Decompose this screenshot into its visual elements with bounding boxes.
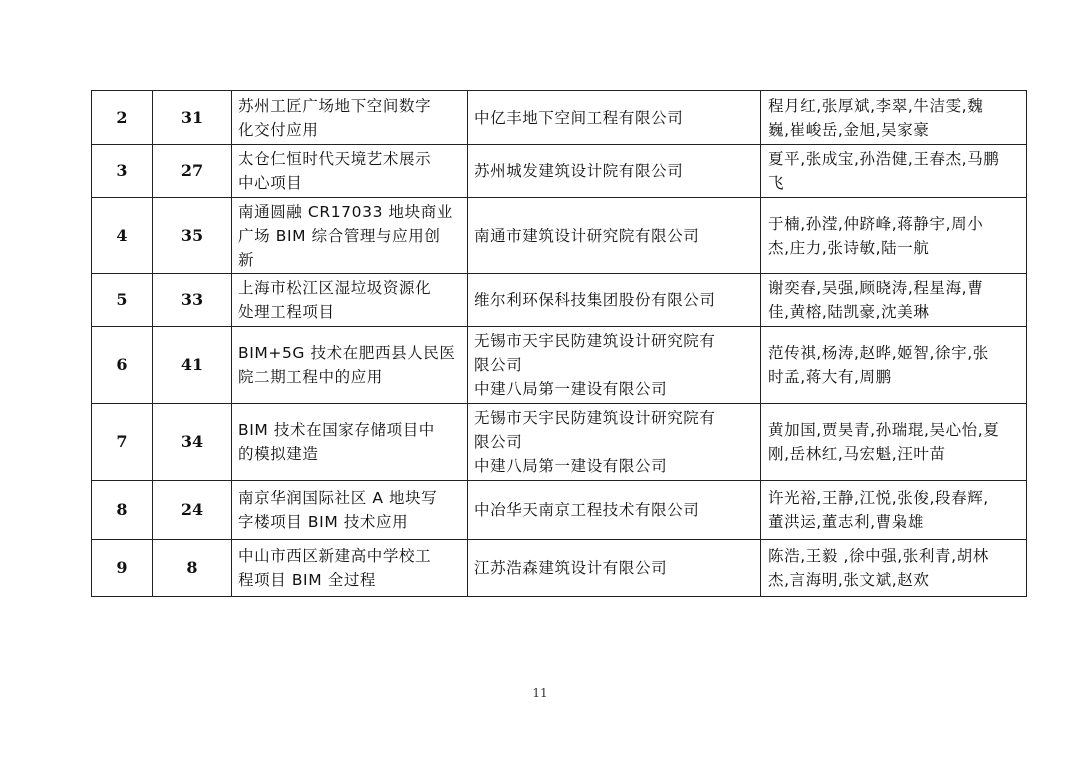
rank-cell: 8 [92,481,153,540]
project-name-cell-line: 字楼项目 BIM 技术应用 [238,513,409,531]
project-name-cell-line: 南京华润国际社区 A 地块写 [238,489,438,507]
team-members-cell-line: 夏平,张成宝,孙浩健,王春杰,马鹏 [768,150,1000,168]
project-code-cell: 34 [153,404,232,481]
table-row [92,274,1027,327]
project-code-cell: 35 [153,198,232,274]
project-name-cell [232,481,468,540]
team-members-cell [761,91,1027,145]
team-members-cell [761,327,1027,404]
project-code-cell: 24 [153,481,232,540]
project-name-cell-line: 苏州工匠广场地下空间数字 [238,96,432,115]
company-cell-line: 中冶华天南京工程技术有限公司 [474,501,700,519]
team-members-cell-line: 董洪运,董志利,曹枭雄 [768,513,924,531]
team-members-cell-line: 范传祺,杨涛,赵晔,姬智,徐宇,张 [768,344,989,362]
company-cell [468,91,761,145]
company-cell-line: 中建八局第一建设有限公司 [474,457,668,475]
project-name-cell-line: 的模拟建造 [238,445,319,463]
company-cell-line: 限公司 [474,356,523,374]
project-name-cell-line: 上海市松江区湿垃圾资源化 [238,279,432,297]
project-name-cell [232,327,468,404]
project-name-cell-line: BIM 技术在国家存储项目中 [238,421,435,439]
project-code-cell: 31 [153,91,232,145]
company-cell-line: 南通市建筑设计研究院有限公司 [474,226,700,245]
company-cell-line: 苏州城发建筑设计院有限公司 [474,162,684,180]
company-cell [468,145,761,198]
company-cell [468,327,761,404]
project-name-cell-line: 太仓仁恒时代天境艺术展示 [238,150,432,168]
team-members-cell-line: 陈浩,王毅 ,徐中强,张利青,胡林 [768,547,989,565]
team-members-cell [761,274,1027,327]
team-members-cell-line: 刚,岳林红,马宏魁,汪叶苗 [768,445,946,463]
team-members-cell-line: 黄加国,贾昊青,孙瑞琨,吴心怡,夏 [768,421,1000,439]
company-cell [468,540,761,597]
rank-cell: 3 [92,145,153,198]
project-name-cell [232,198,468,274]
page-number: 11 [532,686,548,700]
table-body [92,91,1027,597]
team-members-cell-line: 佳,黄榕,陆凯豪,沈美琳 [768,303,930,321]
table-row [92,540,1027,597]
table-row [92,404,1027,481]
company-cell-line: 中建八局第一建设有限公司 [474,380,668,398]
project-name-cell [232,274,468,327]
project-name-cell-line: 中山市西区新建高中学校工 [238,547,432,565]
project-name-cell [232,540,468,597]
company-cell [468,198,761,274]
company-cell [468,274,761,327]
project-name-cell-line: BIM+5G 技术在肥西县人民医 [238,344,456,362]
project-name-cell [232,404,468,481]
team-members-cell-line: 许光裕,王静,江悦,张俊,段春辉, [768,489,989,507]
company-cell-line: 无锡市天宇民防建筑设计研究院有 [474,332,716,350]
project-name-cell-line: 广场 BIM 综合管理与应用创 [238,226,441,245]
rank-cell: 4 [92,198,153,274]
team-members-cell-line: 杰,庄力,张诗敏,陆一航 [768,238,930,257]
company-cell-line: 无锡市天宇民防建筑设计研究院有 [474,409,716,427]
rank-cell: 6 [92,327,153,404]
table-row [92,91,1027,145]
team-members-cell [761,540,1027,597]
team-members-cell [761,481,1027,540]
project-name-cell-line: 程项目 BIM 全过程 [238,571,377,589]
table-row [92,327,1027,404]
rank-cell: 2 [92,91,153,145]
team-members-cell [761,198,1027,274]
table-row [92,481,1027,540]
team-members-cell-line: 时孟,蒋大有,周鹏 [768,368,892,386]
company-cell-line: 维尔利环保科技集团股份有限公司 [474,291,716,309]
project-name-cell-line: 中心项目 [238,174,303,192]
company-cell [468,481,761,540]
project-name-cell [232,145,468,198]
team-members-cell-line: 程月红,张厚斌,李翠,牛洁雯,魏 [768,96,984,115]
team-members-cell-line: 飞 [768,174,785,192]
project-code-cell: 41 [153,327,232,404]
awards-table [91,90,1027,597]
project-name-cell-line: 南通圆融 CR17033 地块商业 [238,202,453,221]
company-cell-line: 限公司 [474,433,523,451]
project-name-cell [232,91,468,145]
rank-cell: 9 [92,540,153,597]
team-members-cell-line: 巍,崔峻岳,金旭,吴家豪 [768,120,930,139]
team-members-cell-line: 于楠,孙滢,仲跻峰,蒋静宇,周小 [768,214,984,233]
project-code-cell: 8 [153,540,232,597]
project-code-cell: 27 [153,145,232,198]
rank-cell: 7 [92,404,153,481]
team-members-cell [761,145,1027,198]
team-members-cell-line: 杰,言海明,张文斌,赵欢 [768,571,930,589]
project-name-cell-line: 新 [238,250,255,269]
table-row [92,145,1027,198]
project-code-cell: 33 [153,274,232,327]
company-cell [468,404,761,481]
company-cell-line: 江苏浩森建筑设计有限公司 [474,559,668,577]
project-name-cell-line: 院二期工程中的应用 [238,368,383,386]
table-row [92,198,1027,274]
project-name-cell-line: 处理工程项目 [238,303,335,321]
project-name-cell-line: 化交付应用 [238,120,319,139]
rank-cell: 5 [92,274,153,327]
team-members-cell-line: 谢奕春,吴强,顾晓涛,程星海,曹 [768,279,984,297]
company-cell-line: 中亿丰地下空间工程有限公司 [474,108,684,127]
team-members-cell [761,404,1027,481]
